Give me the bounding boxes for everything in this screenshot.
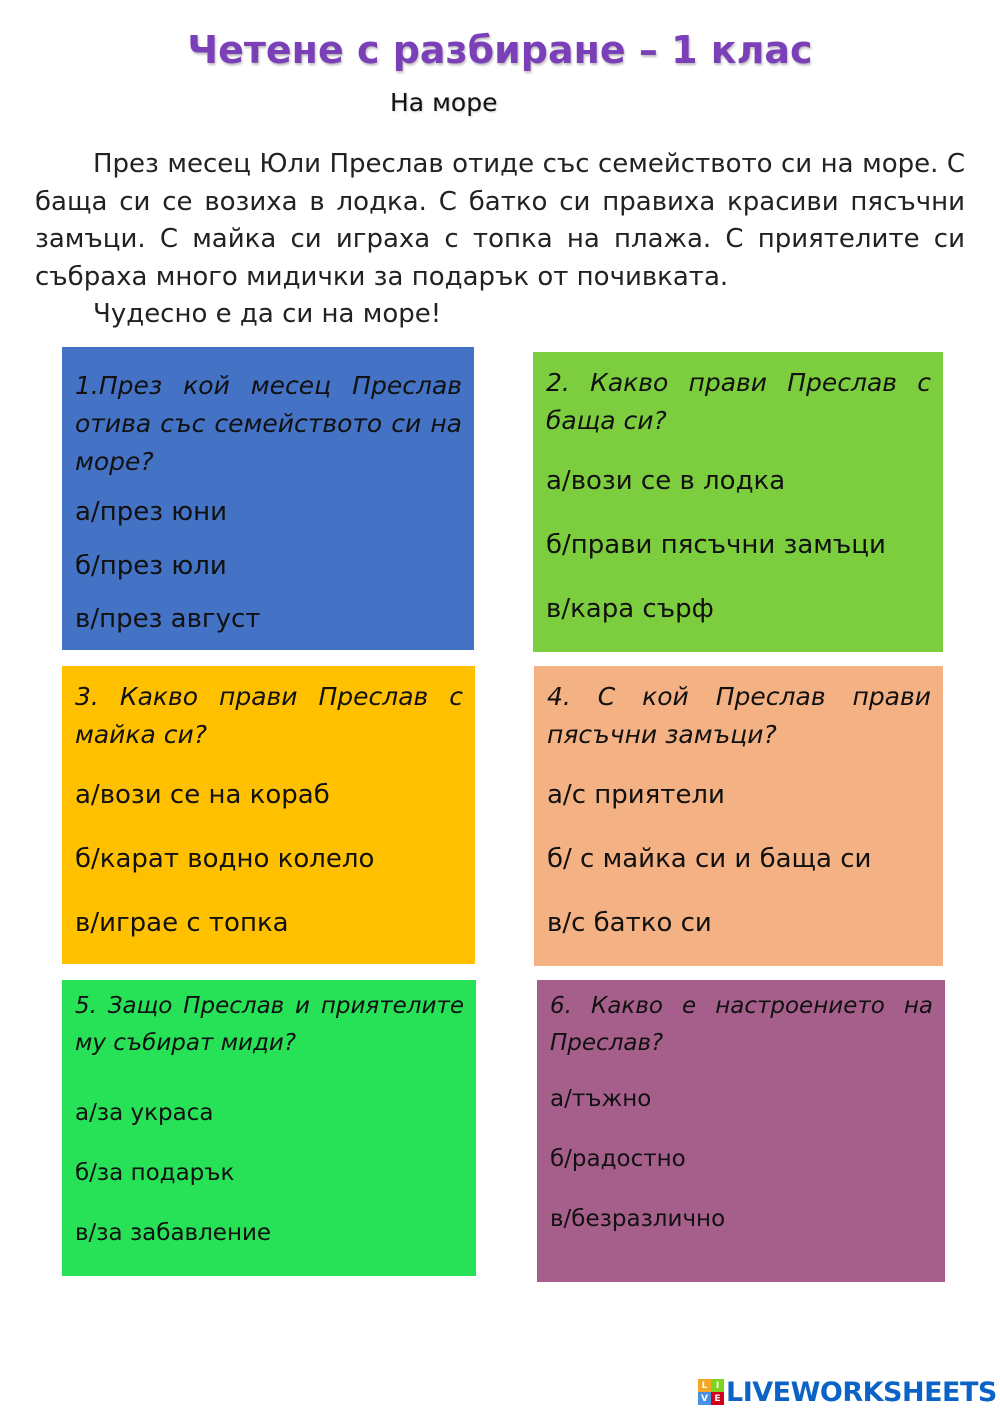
answer-option[interactable]: в/безразлично xyxy=(550,1206,726,1232)
answer-option[interactable]: а/за украса xyxy=(75,1100,214,1126)
logo-text: LIVEWORKSHEETS xyxy=(726,1376,997,1408)
answer-option[interactable]: б/за подарък xyxy=(75,1160,235,1186)
logo-letter: L xyxy=(698,1379,711,1392)
answer-option[interactable]: в/през август xyxy=(75,604,261,634)
question-text: 3. Какво прави Преслав с майка си? xyxy=(75,682,463,749)
question-card-5 xyxy=(62,980,476,1276)
question-card-4 xyxy=(534,666,943,966)
answer-option[interactable]: б/ с майка си и баща си xyxy=(547,844,872,874)
answer-option[interactable]: б/прави пясъчни замъци xyxy=(546,530,886,560)
story-closing: Чудесно е да си на море! xyxy=(93,299,442,329)
answer-option[interactable]: а/през юни xyxy=(75,497,228,527)
answer-option[interactable]: б/през юли xyxy=(75,551,227,581)
answer-option[interactable]: в/играе с топка xyxy=(75,908,289,938)
answer-option[interactable]: в/с батко си xyxy=(547,908,712,938)
liveworksheets-logo xyxy=(698,1377,997,1407)
answer-option[interactable]: а/вози се в лодка xyxy=(546,466,786,496)
question-text: 2. Какво прави Преслав с баща си? xyxy=(546,368,931,435)
story-text xyxy=(35,146,965,334)
question-card-6 xyxy=(537,980,945,1282)
logo-letter: I xyxy=(711,1379,724,1392)
story-paragraph: През месец Юли Преслав отиде със семейството си на море. С баща си се возиха в лодка. С батко си правиха красиви пясъчни замъци. С майка си играха с топка на плажа. С приятелите си събраха много мидички за подарък от почивката. xyxy=(35,149,965,292)
answer-option[interactable]: б/радостно xyxy=(550,1146,686,1172)
logo-letter: V xyxy=(698,1392,711,1405)
answer-option[interactable]: б/карат водно колело xyxy=(75,844,375,874)
answer-option[interactable]: в/кара сърф xyxy=(546,594,714,624)
answer-option[interactable]: а/с приятели xyxy=(547,780,725,810)
question-card-2 xyxy=(533,352,943,652)
liveworksheets-logo-icon xyxy=(698,1379,724,1405)
answer-option[interactable]: а/тъжно xyxy=(550,1086,652,1112)
answer-option[interactable]: а/вози се на кораб xyxy=(75,780,330,810)
question-card-3 xyxy=(62,666,475,964)
question-text: 4. С кой Преслав прави пясъчни замъци? xyxy=(547,682,931,749)
page-title: Четене с разбиране – 1 клас xyxy=(187,28,813,72)
question-text: 6. Какво е настроението на Преслав? xyxy=(550,993,933,1056)
question-text: 1.През кой месец Преслав отива със семейството си на море? xyxy=(75,371,462,476)
question-card-1 xyxy=(62,347,474,650)
question-text: 5. Защо Преслав и приятелите му събират миди? xyxy=(75,993,464,1056)
story-title: На море xyxy=(390,88,498,117)
answer-option[interactable]: в/за забавление xyxy=(75,1220,272,1246)
logo-letter: E xyxy=(711,1392,724,1405)
